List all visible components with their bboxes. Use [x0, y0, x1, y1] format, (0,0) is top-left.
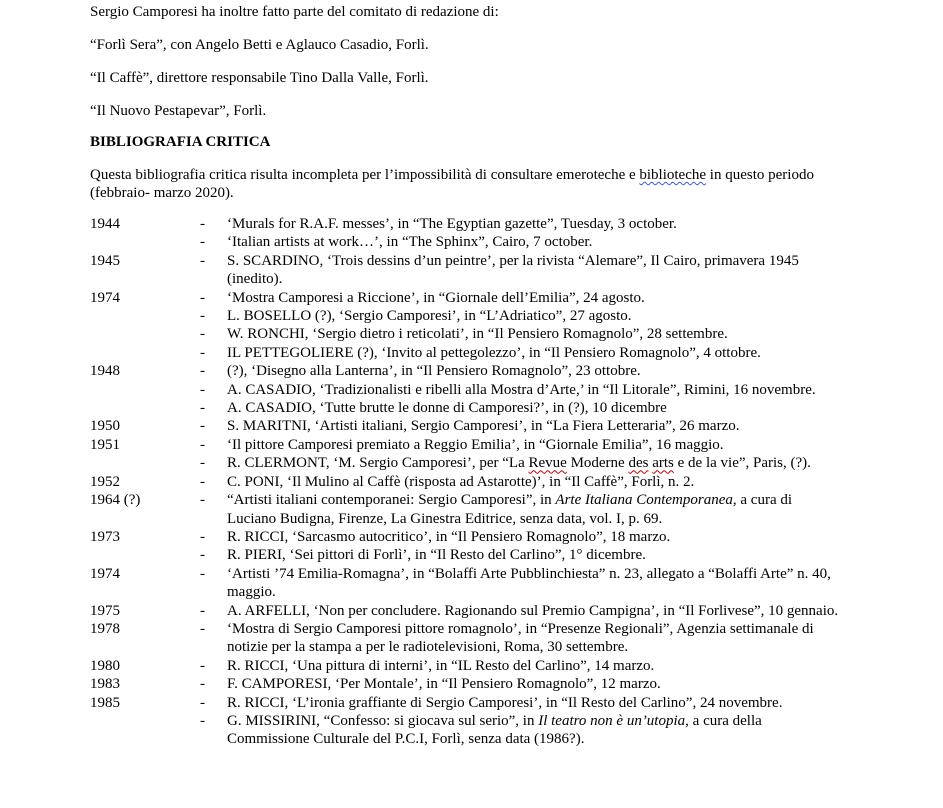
entry-bullet-dash: -: [200, 418, 205, 435]
bibliography-entry: [0, 325, 943, 343]
journal-il-caffe: “Il Caffè”, direttore responsabile Tino Dalla Valle, Forlì.: [90, 70, 429, 86]
citation-text: ‘Mostra di Sergio Camporesi pittore romagnolo’, in “Presenze Regionali”, Agenzia settimanale di notizie per la stampa a per le radiotelevisioni, Roma, 30 settembre.: [227, 620, 814, 656]
entry-citation: [227, 675, 839, 693]
entry-citation: [227, 307, 839, 325]
citation-spell-flagged-word: arts: [652, 455, 674, 472]
citation-text: e de la vie”, Paris, (?).: [673, 455, 811, 472]
bibliography-entry: [0, 675, 943, 693]
bibliography-entry: [0, 362, 943, 380]
note-flagged-word: biblioteche: [639, 167, 707, 183]
entry-citation: [227, 657, 839, 675]
citation-text: R. PIERI, ‘Sei pittori di Forlì’, in “Il Resto del Carlino”, 1° dicembre.: [227, 547, 646, 564]
bibliography-entry: [0, 528, 943, 546]
committee-intro: Sergio Camporesi ha inoltre fatto parte del comitato di redazione di:: [90, 4, 499, 20]
entry-bullet-dash: -: [200, 565, 205, 582]
bibliography-entry: [0, 307, 943, 325]
citation-text: F. CAMPORESI, ‘Per Montale’, in “Il Pensiero Romagnolo”, 12 marzo.: [227, 676, 661, 693]
note-text-after: in questo periodo (febbraio- marzo 2020).: [90, 167, 814, 202]
bibliography-entry: [0, 620, 943, 657]
note-text-before: Questa bibliografia critica risulta incompleta per l’impossibilità di consultare emeroteche e: [90, 167, 640, 183]
bibliography-entry: [0, 289, 943, 307]
entry-bullet-dash: -: [200, 657, 205, 674]
bibliography-entry: [0, 454, 943, 472]
entry-year: 1975: [90, 602, 120, 619]
entry-citation: [227, 215, 839, 233]
entry-citation: [227, 473, 839, 491]
entry-year: 1978: [90, 620, 120, 637]
citation-text: R. RICCI, ‘Una pittura di interni’, in “IL Resto del Carlino”, 14 marzo.: [227, 657, 655, 674]
citation-text: R. RICCI, ‘Sarcasmo autocritico’, in “Il Pensiero Romagnolo”, 18 marzo.: [227, 528, 671, 545]
citation-spell-flagged-word: Revue: [528, 455, 567, 472]
bibliography-entry: [0, 565, 943, 602]
entry-bullet-dash: -: [200, 326, 205, 343]
citation-text: (?), ‘Disegno alla Lanterna’, in “Il Pensiero Romagnolo”, 23 ottobre.: [227, 363, 641, 380]
citation-text: S. SCARDINO, ‘Trois dessins d’un peintre’, per la rivista “Alemare”, Il Cairo, primavera 1945 (inedito).: [227, 252, 799, 288]
entry-citation: [227, 694, 839, 712]
entry-citation: [227, 252, 839, 289]
entry-year: 1964 (?): [90, 492, 141, 509]
entry-year: 1983: [90, 676, 120, 693]
citation-text: G. MISSIRINI, “Confesso: si giocava sul serio”, in: [227, 712, 539, 729]
entry-bullet-dash: -: [200, 712, 205, 729]
bibliography-note: [90, 166, 830, 203]
entry-citation: [227, 289, 839, 307]
bibliography-entry: [0, 417, 943, 435]
entry-year: 1974: [90, 289, 120, 306]
citation-text: IL PETTEGOLIERE (?), ‘Invito al pettegolezzo’, in “Il Pensiero Romagnolo”, 4 ottobre.: [227, 344, 761, 361]
journal-nuovo-pestapevar: “Il Nuovo Pestapevar”, Forlì.: [90, 103, 267, 119]
citation-text: “Artisti italiani contemporanei: Sergio Camporesi”, in: [227, 492, 556, 509]
entry-bullet-dash: -: [200, 216, 205, 232]
citation-text: L. BOSELLO (?), ‘Sergio Camporesi’, in “L’Adriatico”, 27 agosto.: [227, 308, 632, 325]
entry-citation: [227, 528, 839, 546]
journal-forli-sera: “Forlì Sera”, con Angelo Betti e Aglauco Casadio, Forlì.: [90, 37, 429, 53]
bibliography-list: [0, 215, 943, 749]
entry-citation: [227, 712, 839, 749]
bibliography-entry: [0, 694, 943, 712]
citation-text: ‘Murals for R.A.F. messes’, in “The Egyptian gazette”, Tuesday, 3 october.: [227, 216, 677, 232]
citation-text: C. PONI, ‘Il Mulino al Caffè (risposta ad Astarotte)’, in “Il Caffè”, Forlì, n. 2.: [227, 473, 695, 490]
entry-bullet-dash: -: [200, 289, 205, 306]
entry-citation: [227, 436, 839, 454]
bibliography-entry: [0, 399, 943, 417]
entry-year: 1974: [90, 565, 120, 582]
citation-text: ‘Artisti ’74 Emilia-Romagna’, in “Bolaffi Arte Pubblinchiesta” n. 23, allegato a “Bolaffi Arte” n. 40, maggio.: [227, 565, 831, 601]
bibliography-entry: [0, 491, 943, 528]
citation-text: W. RONCHI, ‘Sergio dietro i reticolati’, in “Il Pensiero Romagnolo”, 28 settembre.: [227, 326, 728, 343]
entry-bullet-dash: -: [200, 308, 205, 325]
entry-bullet-dash: -: [200, 234, 205, 251]
citation-text: Moderne: [566, 455, 629, 472]
entry-bullet-dash: -: [200, 400, 205, 417]
bibliography-entry: [0, 233, 943, 251]
entry-citation: [227, 233, 839, 251]
entry-year: 1951: [90, 436, 120, 453]
entry-bullet-dash: -: [200, 473, 205, 490]
bibliography-entry: [0, 381, 943, 399]
entry-citation: [227, 491, 839, 528]
bibliography-entry: [0, 436, 943, 454]
entry-citation: [227, 602, 839, 620]
entry-bullet-dash: -: [200, 492, 205, 509]
citation-italic-title: Il teatro non è un’utopia: [538, 712, 686, 729]
citation-text: ‘Italian artists at work…’, in “The Sphinx”, Cairo, 7 october.: [227, 234, 593, 251]
entry-citation: [227, 399, 839, 417]
entry-year: 1952: [90, 473, 120, 490]
entry-year: 1950: [90, 418, 120, 435]
citation-text: R. CLERMONT, ‘M. Sergio Camporesi’, per “La: [227, 455, 529, 472]
entry-year: 1948: [90, 363, 120, 380]
citation-text: ‘Il pittore Camporesi premiato a Reggio Emilia’, in “Giornale Emilia”, 16 maggio.: [227, 436, 724, 453]
bibliography-entry: [0, 473, 943, 491]
entry-citation: [227, 344, 839, 362]
bibliography-entry: [0, 546, 943, 564]
citation-text: A. CASADIO, ‘Tradizionalisti e ribelli alla Mostra d’Arte,’ in “Il Litorale”, Rimini, 16 novembre.: [227, 381, 816, 398]
entry-citation: [227, 417, 839, 435]
bibliography-entry: [0, 215, 943, 233]
bibliography-entry: [0, 252, 943, 289]
entry-year: 1944: [90, 216, 120, 232]
entry-bullet-dash: -: [200, 676, 205, 693]
entry-bullet-dash: -: [200, 252, 205, 269]
entry-bullet-dash: -: [200, 381, 205, 398]
section-heading: BIBLIOGRAFIA CRITICA: [90, 134, 271, 150]
entry-bullet-dash: -: [200, 436, 205, 453]
citation-text: , a cura della Commissione Culturale del P.C.I, Forlì, senza data (1986?).: [227, 712, 762, 748]
bibliography-entry: [0, 657, 943, 675]
citation-text: A. ARFELLI, ‘Non per concludere. Ragionando sul Premio Campigna’, in “Il Forlivese”, 10 gennaio.: [227, 602, 839, 619]
entry-bullet-dash: -: [200, 547, 205, 564]
entry-bullet-dash: -: [200, 694, 205, 711]
entry-citation: [227, 620, 839, 657]
citation-spell-flagged-word: des: [628, 455, 649, 472]
citation-text: R. RICCI, ‘L’ironia graffiante di Sergio Camporesi’, in “Il Resto del Carlino”, 24 novembre.: [227, 694, 783, 711]
citation-text: , a cura di Luciano Budigna, Firenze, La Ginestra Editrice, senza data, vol. I, p. 69.: [227, 492, 793, 527]
bibliography-entry: [0, 602, 943, 620]
entry-citation: [227, 565, 839, 602]
entry-year: 1980: [90, 657, 120, 674]
citation-text: ‘Mostra Camporesi a Riccione’, in “Giornale dell’Emilia”, 24 agosto.: [227, 289, 645, 306]
entry-bullet-dash: -: [200, 363, 205, 380]
entry-citation: [227, 325, 839, 343]
citation-text: S. MARITNI, ‘Artisti italiani, Sergio Camporesi’, in “La Fiera Letteraria”, 26 marzo.: [227, 418, 740, 435]
entry-citation: [227, 381, 839, 399]
bibliography-entry: [0, 712, 943, 749]
entry-year: 1945: [90, 252, 120, 269]
entry-year: 1985: [90, 694, 120, 711]
entry-year: 1973: [90, 528, 120, 545]
entry-citation: [227, 546, 839, 564]
citation-text: A. CASADIO, ‘Tutte brutte le donne di Camporesi?’, in (?), 10 dicembre: [227, 400, 667, 417]
entry-bullet-dash: -: [200, 528, 205, 545]
bibliography-entry: [0, 344, 943, 362]
entry-bullet-dash: -: [200, 455, 205, 472]
entry-bullet-dash: -: [200, 602, 205, 619]
entry-bullet-dash: -: [200, 344, 205, 361]
citation-italic-title: Arte Italiana Contemporanea: [555, 492, 733, 509]
entry-citation: [227, 454, 839, 472]
entry-bullet-dash: -: [200, 620, 205, 637]
entry-citation: [227, 362, 839, 380]
